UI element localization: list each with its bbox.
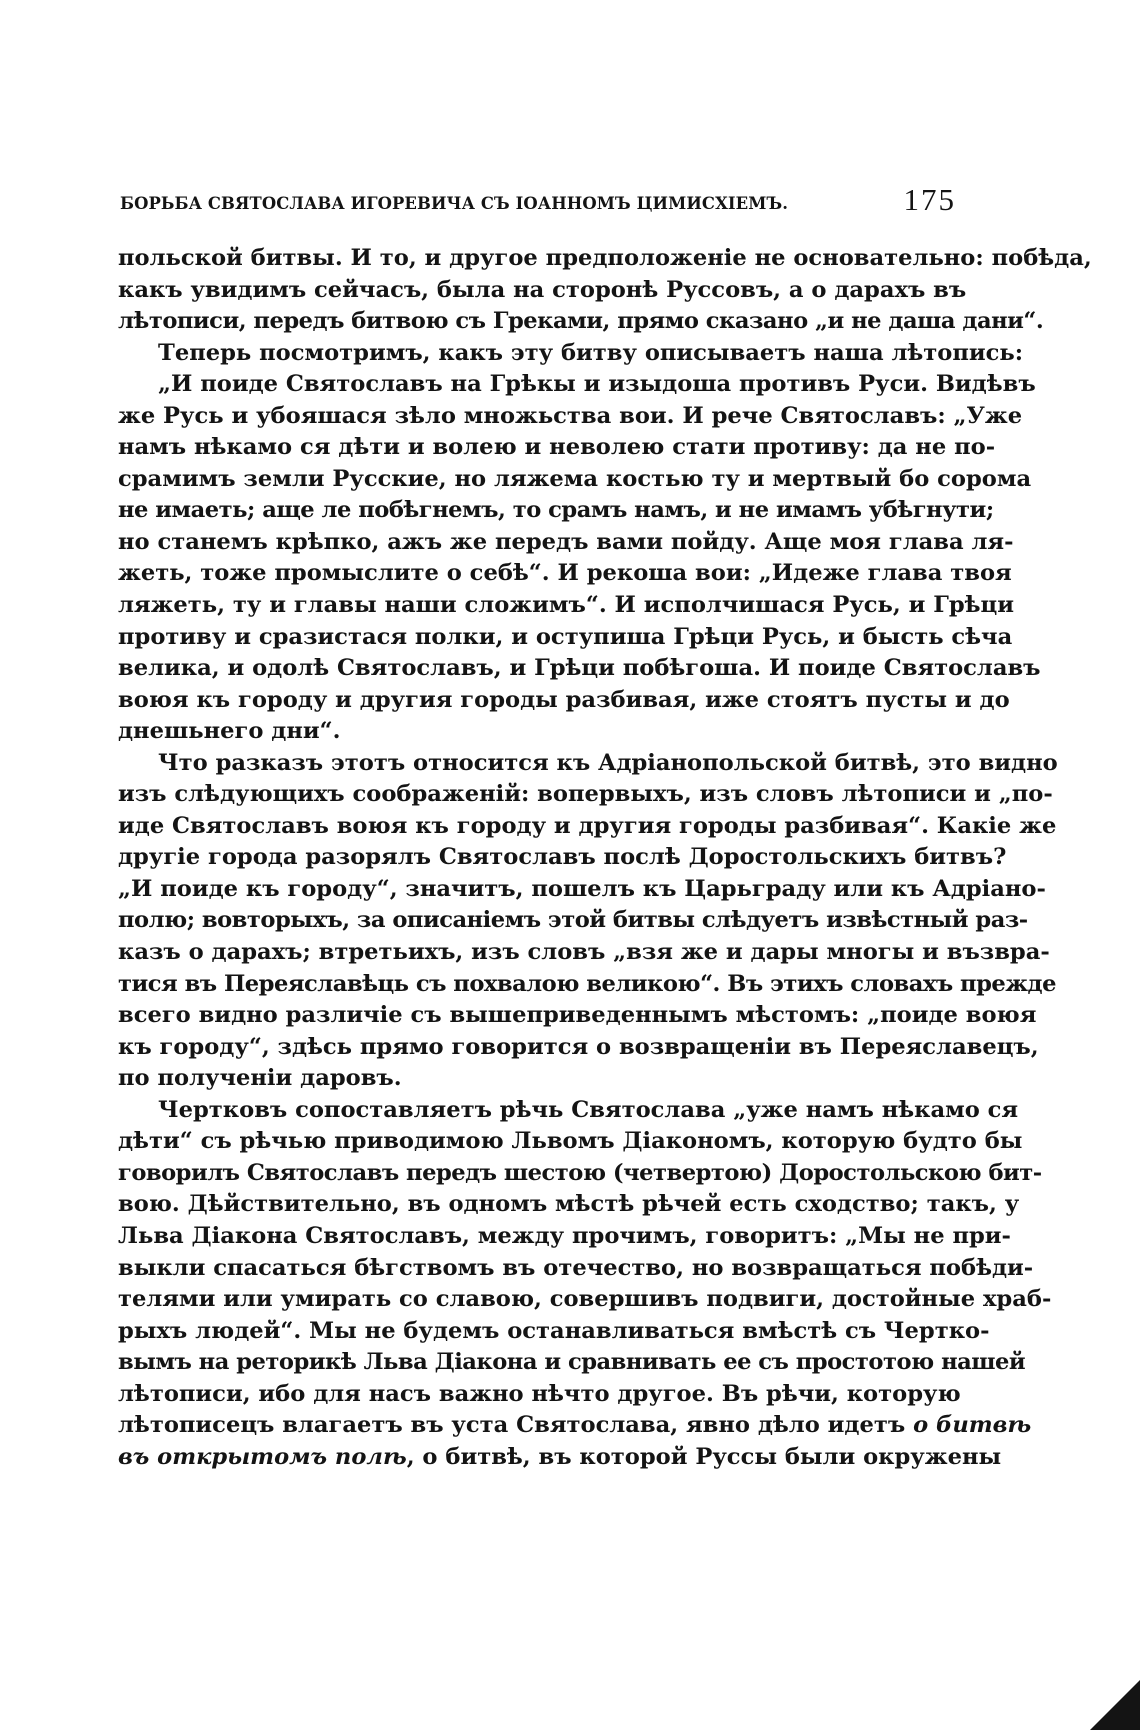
text-line: „И поиде къ городу“, значитъ, пошелъ къ Царьграду или къ Адріано- (118, 875, 1046, 902)
text-line: иде Святославъ воюя къ городу и другия городы разбивая“. Какіе же (118, 812, 1057, 839)
text-line: къ городу“, здѣсь прямо говорится о возвращеніи въ Переяславецъ, (118, 1033, 1039, 1060)
text-line: телями или умирать со славою, совершивъ подвиги, достойные храб- (118, 1286, 1052, 1313)
text-line: но станемъ крѣпко, ажъ же передъ вами пойду. Аще моя глава ля- (118, 528, 1014, 555)
text-line: Чертковъ сопоставляетъ рѣчь Святослава „уже намъ нѣкамо ся (158, 1096, 1019, 1123)
text-line: срамимъ земли Русские, но ляжема костью ту и мертвый бо сорома (118, 465, 1032, 492)
text-line: полю; вовторыхъ, за описаніемъ этой битвы слѣдуетъ извѣстный раз- (118, 907, 1028, 934)
text-line: лѣтописи, ибо для насъ важно нѣчто другое. Въ рѣчи, которую (118, 1380, 961, 1407)
italic-phrase: о битвѣ (913, 1412, 1032, 1439)
text-line: лѣтописи, передъ битвою съ Греками, прямо сказано „и не даша дани“. (118, 308, 1044, 335)
page-header (120, 182, 956, 222)
text-line: не имаеть; аще ле побѣгнемъ, то срамъ намъ, и не имамъ убѣгнути; (118, 497, 994, 524)
text-line: изъ слѣдующихъ соображеній: вопервыхъ, изъ словъ лѣтописи и „по- (118, 781, 1053, 808)
text-line: казъ о дарахъ; втретьихъ, изъ словъ „взя же и дары многы и възвра- (118, 939, 1050, 966)
page-number: 175 (903, 182, 956, 217)
text-line: какъ увидимъ сейчасъ, была на сторонѣ Руссовъ, а о дарахъ въ (118, 276, 967, 303)
text-line: тися въ Переяславѣць съ похвалою великою“. Въ этихъ словахъ прежде (118, 970, 1056, 997)
text-line: рыхъ людей“. Мы не будемъ останавливаться вмѣстѣ съ Чертко- (118, 1317, 990, 1344)
italic-phrase: въ открытомъ полѣ (118, 1443, 407, 1470)
text-line: Теперь посмотримъ, какъ эту битву описываетъ наша лѣтопись: (158, 339, 1024, 366)
text-line: дѣти“ съ рѣчью приводимою Львомъ Діакономъ, которую будто бы (118, 1128, 1023, 1155)
text-line: вымъ на реторикѣ Льва Діакона и сравнивать ее съ простотою нашей (118, 1349, 1026, 1376)
text-line: жеть, тоже промыслите о себѣ“. И рекоша вои: „Идеже глава твоя (118, 560, 1012, 587)
text-line: по полученіи даровъ. (118, 1065, 402, 1092)
text-line: ляжеть, ту и главы наши сложимъ“. И исполчишася Русь, и Грѣци (118, 592, 1014, 619)
running-title: БОРЬБА СВЯТОСЛАВА ИГОРЕВИЧА СЪ ІОАННОМЪ ЦИМИСХІЕМЪ. (120, 194, 789, 213)
text-line: вою. Дѣйствительно, въ одномъ мѣстѣ рѣчей есть сходство; такъ, у (118, 1191, 1020, 1218)
text-segment: лѣтописецъ влагаетъ въ уста Святослава, явно дѣло идетъ (118, 1412, 906, 1439)
text-line: же Русь и убояшася зѣло множьства вои. И рече Святославъ: „Уже (118, 402, 1023, 429)
text-line: днешьнего дни“. (118, 718, 341, 745)
text-line: всего видно различіе съ вышеприведеннымъ мѣстомъ: „поиде воюя (118, 1002, 1037, 1029)
text-line: Что разказъ этотъ относится къ Адріанопольской битвѣ, это видно (158, 749, 1058, 776)
text-line: выкли спасаться бѣгствомъ въ отечество, но возвращаться побѣди- (118, 1254, 1034, 1281)
text-segment: , о битвѣ, въ которой Руссы были окружены (406, 1443, 1002, 1470)
body-text (118, 243, 1092, 1473)
scan-corner-mark (1090, 1680, 1140, 1730)
text-line: намъ нѣкамо ся дѣти и волею и неволею стати противу: да не по- (118, 434, 996, 461)
text-line: польской битвы. И то, и другое предположеніе не основательно: побѣда, (118, 245, 1092, 271)
text-line: „И поиде Святославъ на Грѣкы и изыдоша противъ Руси. Видѣвъ (158, 371, 1036, 398)
text-line: говорилъ Святославъ передъ шестою (четвертою) Доростольскою бит- (118, 1159, 1042, 1186)
text-line (118, 1410, 1032, 1442)
text-line: Льва Діакона Святославъ, между прочимъ, говоритъ: „Мы не при- (118, 1222, 1011, 1249)
text-line (118, 1442, 1002, 1474)
text-line: противу и сразистася полки, и оступиша Грѣци Русь, и бысть сѣча (118, 623, 1013, 650)
text-line: воюя къ городу и другия городы разбивая, иже стоятъ пусты и до (118, 686, 1010, 713)
text-line: велика, и одолѣ Святославъ, и Грѣци побѣгоша. И поиде Святославъ (118, 655, 1041, 682)
text-line: другіе города разорялъ Святославъ послѣ Доростольскихъ битвъ? (118, 844, 1007, 871)
